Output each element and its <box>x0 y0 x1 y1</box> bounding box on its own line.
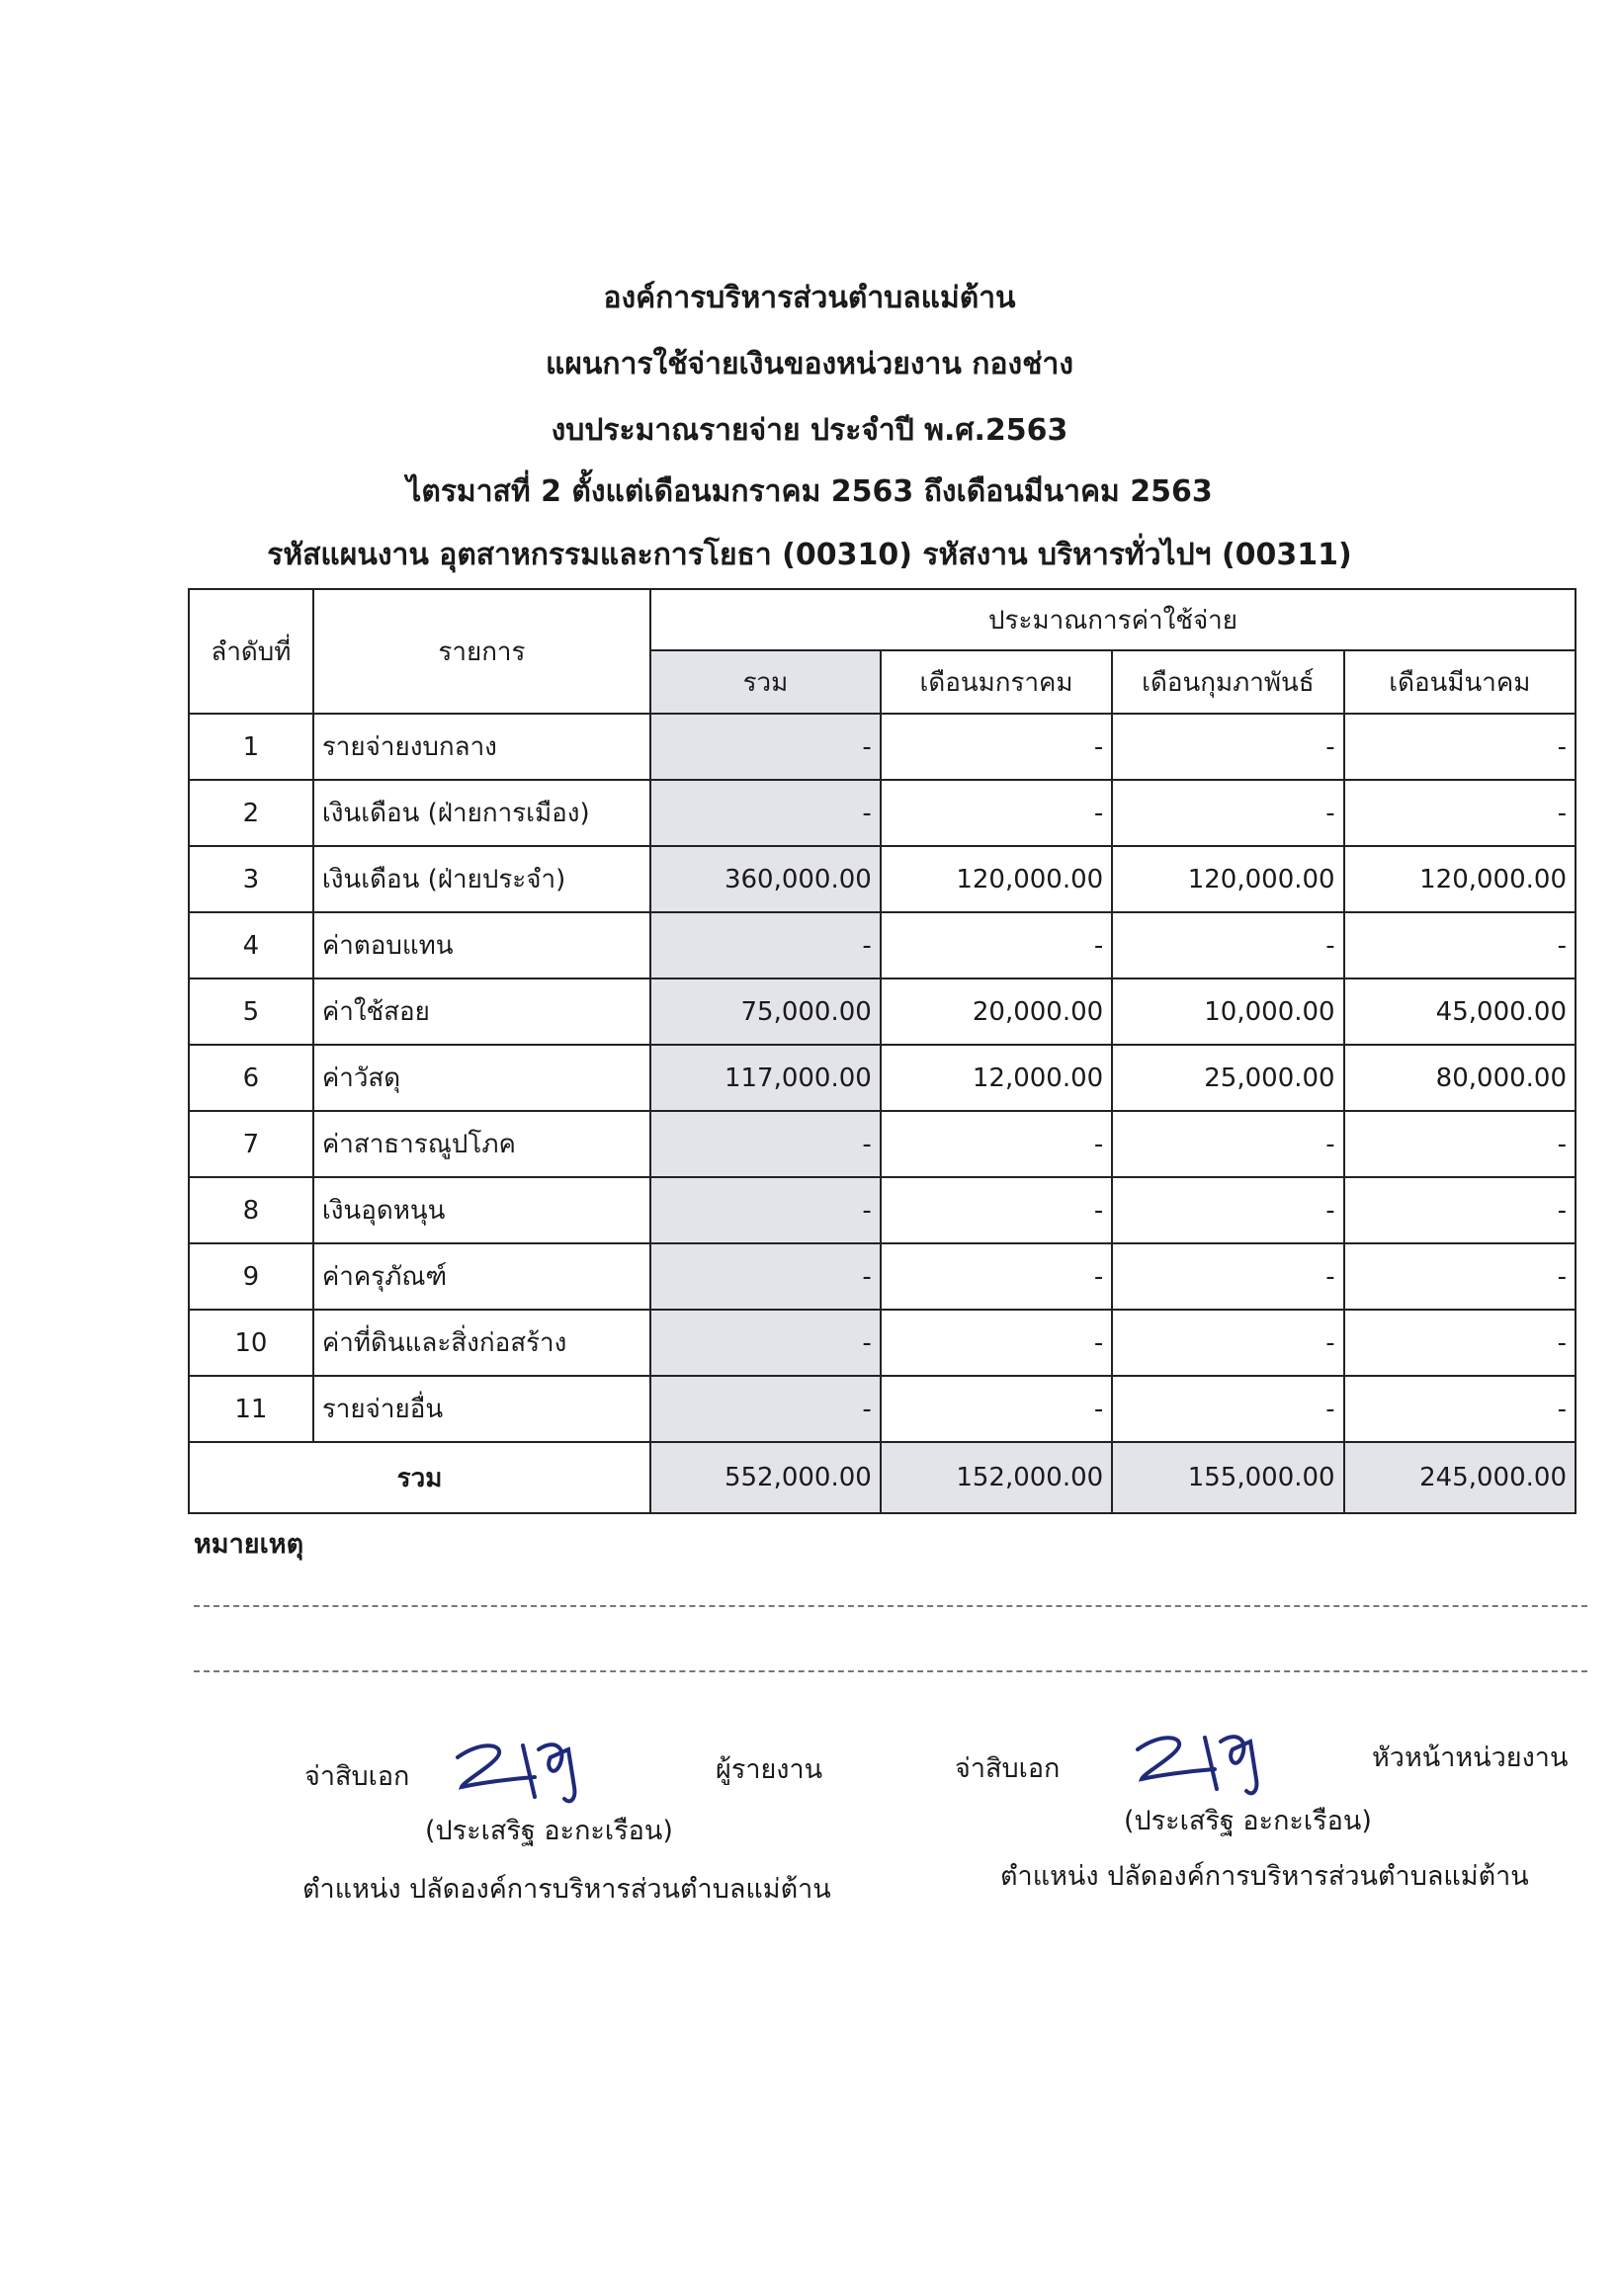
row-mar: - <box>1344 1376 1576 1442</box>
row-no: 10 <box>189 1310 313 1376</box>
row-no: 7 <box>189 1111 313 1177</box>
row-no: 6 <box>189 1045 313 1111</box>
table-row <box>189 978 1576 1045</box>
row-total: - <box>650 1243 881 1310</box>
row-no: 1 <box>189 714 313 780</box>
row-jan: - <box>881 1243 1112 1310</box>
col-header-jan: เดือนมกราคม <box>881 650 1112 714</box>
notes-line <box>194 1670 1587 1672</box>
row-total: - <box>650 780 881 846</box>
row-jan: - <box>881 1111 1112 1177</box>
row-feb: - <box>1112 1310 1343 1376</box>
right-signature-mark <box>1130 1722 1278 1801</box>
row-feb: 25,000.00 <box>1112 1045 1343 1111</box>
table-row <box>189 1376 1576 1442</box>
budget-table <box>188 588 1576 1514</box>
row-feb: - <box>1112 1243 1343 1310</box>
table-row <box>189 1310 1576 1376</box>
row-total: - <box>650 912 881 978</box>
row-feb: - <box>1112 1177 1343 1243</box>
sum-feb: 155,000.00 <box>1112 1442 1343 1513</box>
table-row <box>189 1111 1576 1177</box>
row-no: 2 <box>189 780 313 846</box>
row-no: 8 <box>189 1177 313 1243</box>
right-sig-name: (ประเสริฐ อะกะเรือน) <box>1124 1806 1372 1836</box>
row-item: ค่าที่ดินและสิ่งก่อสร้าง <box>313 1310 650 1376</box>
row-jan: - <box>881 780 1112 846</box>
right-sig-rank: จ่าสิบเอก <box>955 1753 1061 1784</box>
org-title: องค์การบริหารส่วนตำบลแม่ต้าน <box>603 281 1016 315</box>
row-item: เงินเดือน (ฝ่ายประจำ) <box>313 846 650 912</box>
right-sig-role: หัวหน้าหน่วยงาน <box>1372 1743 1569 1773</box>
row-feb: - <box>1112 714 1343 780</box>
table-row <box>189 1045 1576 1111</box>
row-jan: - <box>881 1177 1112 1243</box>
row-item: เงินอุดหนุน <box>313 1177 650 1243</box>
row-item: รายจ่ายอื่น <box>313 1376 650 1442</box>
row-total: - <box>650 1376 881 1442</box>
row-mar: - <box>1344 1310 1576 1376</box>
row-mar: 120,000.00 <box>1344 846 1576 912</box>
row-feb: - <box>1112 1376 1343 1442</box>
col-header-mar: เดือนมีนาคม <box>1344 650 1576 714</box>
plan-title: แผนการใช้จ่ายเงินของหน่วยงาน กองช่าง <box>546 347 1073 382</box>
quarter-title: ไตรมาสที่ 2 ตั้งแต่เดือนมกราคม 2563 ถึงเดือนมีนาคม 2563 <box>406 474 1213 509</box>
row-mar: 80,000.00 <box>1344 1045 1576 1111</box>
row-no: 5 <box>189 978 313 1045</box>
left-sig-name: (ประเสริฐ อะกะเรือน) <box>425 1816 673 1846</box>
row-jan: - <box>881 912 1112 978</box>
row-no: 11 <box>189 1376 313 1442</box>
left-signature-mark <box>450 1728 598 1807</box>
left-sig-role: ผู้รายงาน <box>716 1754 823 1785</box>
right-sig-position: ตำแหน่ง ปลัดองค์การบริหารส่วนตำบลแม่ต้าน <box>1000 1861 1529 1892</box>
row-total: - <box>650 1111 881 1177</box>
left-sig-rank: จ่าสิบเอก <box>304 1761 410 1792</box>
row-feb: - <box>1112 912 1343 978</box>
budget-title: งบประมาณรายจ่าย ประจำปี พ.ศ.2563 <box>551 413 1068 448</box>
sum-total: 552,000.00 <box>650 1442 881 1513</box>
table-row <box>189 714 1576 780</box>
row-no: 9 <box>189 1243 313 1310</box>
row-mar: 45,000.00 <box>1344 978 1576 1045</box>
row-no: 4 <box>189 912 313 978</box>
table-row <box>189 1243 1576 1310</box>
row-item: ค่าใช้สอย <box>313 978 650 1045</box>
row-mar: - <box>1344 780 1576 846</box>
row-item: ค่าวัสดุ <box>313 1045 650 1111</box>
row-total: - <box>650 714 881 780</box>
sum-label: รวม <box>189 1442 650 1513</box>
row-jan: 20,000.00 <box>881 978 1112 1045</box>
row-jan: 12,000.00 <box>881 1045 1112 1111</box>
table-row <box>189 846 1576 912</box>
row-item: เงินเดือน (ฝ่ายการเมือง) <box>313 780 650 846</box>
col-header-item: รายการ <box>313 589 650 714</box>
row-mar: - <box>1344 1177 1576 1243</box>
row-jan: - <box>881 714 1112 780</box>
row-feb: - <box>1112 780 1343 846</box>
table-row <box>189 912 1576 978</box>
row-total: - <box>650 1177 881 1243</box>
row-jan: - <box>881 1310 1112 1376</box>
row-total: 360,000.00 <box>650 846 881 912</box>
row-mar: - <box>1344 912 1576 978</box>
table-row <box>189 780 1576 846</box>
sum-mar: 245,000.00 <box>1344 1442 1576 1513</box>
notes-label: หมายเหตุ <box>194 1529 304 1560</box>
row-mar: - <box>1344 1243 1576 1310</box>
col-header-feb: เดือนกุมภาพันธ์ <box>1112 650 1343 714</box>
sum-jan: 152,000.00 <box>881 1442 1112 1513</box>
row-mar: - <box>1344 1111 1576 1177</box>
row-jan: - <box>881 1376 1112 1442</box>
left-sig-position: ตำแหน่ง ปลัดองค์การบริหารส่วนตำบลแม่ต้าน <box>302 1874 831 1905</box>
row-item: ค่าสาธารณูปโภค <box>313 1111 650 1177</box>
codes-title: รหัสแผนงาน อุตสาหกรรมและการโยธา (00310) รหัสงาน บริหารทั่วไปฯ (00311) <box>267 538 1352 572</box>
notes-line <box>194 1605 1587 1607</box>
row-total: 75,000.00 <box>650 978 881 1045</box>
row-total: - <box>650 1310 881 1376</box>
row-no: 3 <box>189 846 313 912</box>
row-item: ค่าตอบแทน <box>313 912 650 978</box>
row-total: 117,000.00 <box>650 1045 881 1111</box>
row-jan: 120,000.00 <box>881 846 1112 912</box>
sum-row <box>189 1442 1576 1513</box>
row-feb: - <box>1112 1111 1343 1177</box>
table-row <box>189 1177 1576 1243</box>
row-mar: - <box>1344 714 1576 780</box>
row-feb: 120,000.00 <box>1112 846 1343 912</box>
row-feb: 10,000.00 <box>1112 978 1343 1045</box>
row-item: รายจ่ายงบกลาง <box>313 714 650 780</box>
row-item: ค่าครุภัณฑ์ <box>313 1243 650 1310</box>
col-header-group: ประมาณการค่าใช้จ่าย <box>650 589 1576 650</box>
col-header-total: รวม <box>650 650 881 714</box>
col-header-no: ลำดับที่ <box>189 589 313 714</box>
